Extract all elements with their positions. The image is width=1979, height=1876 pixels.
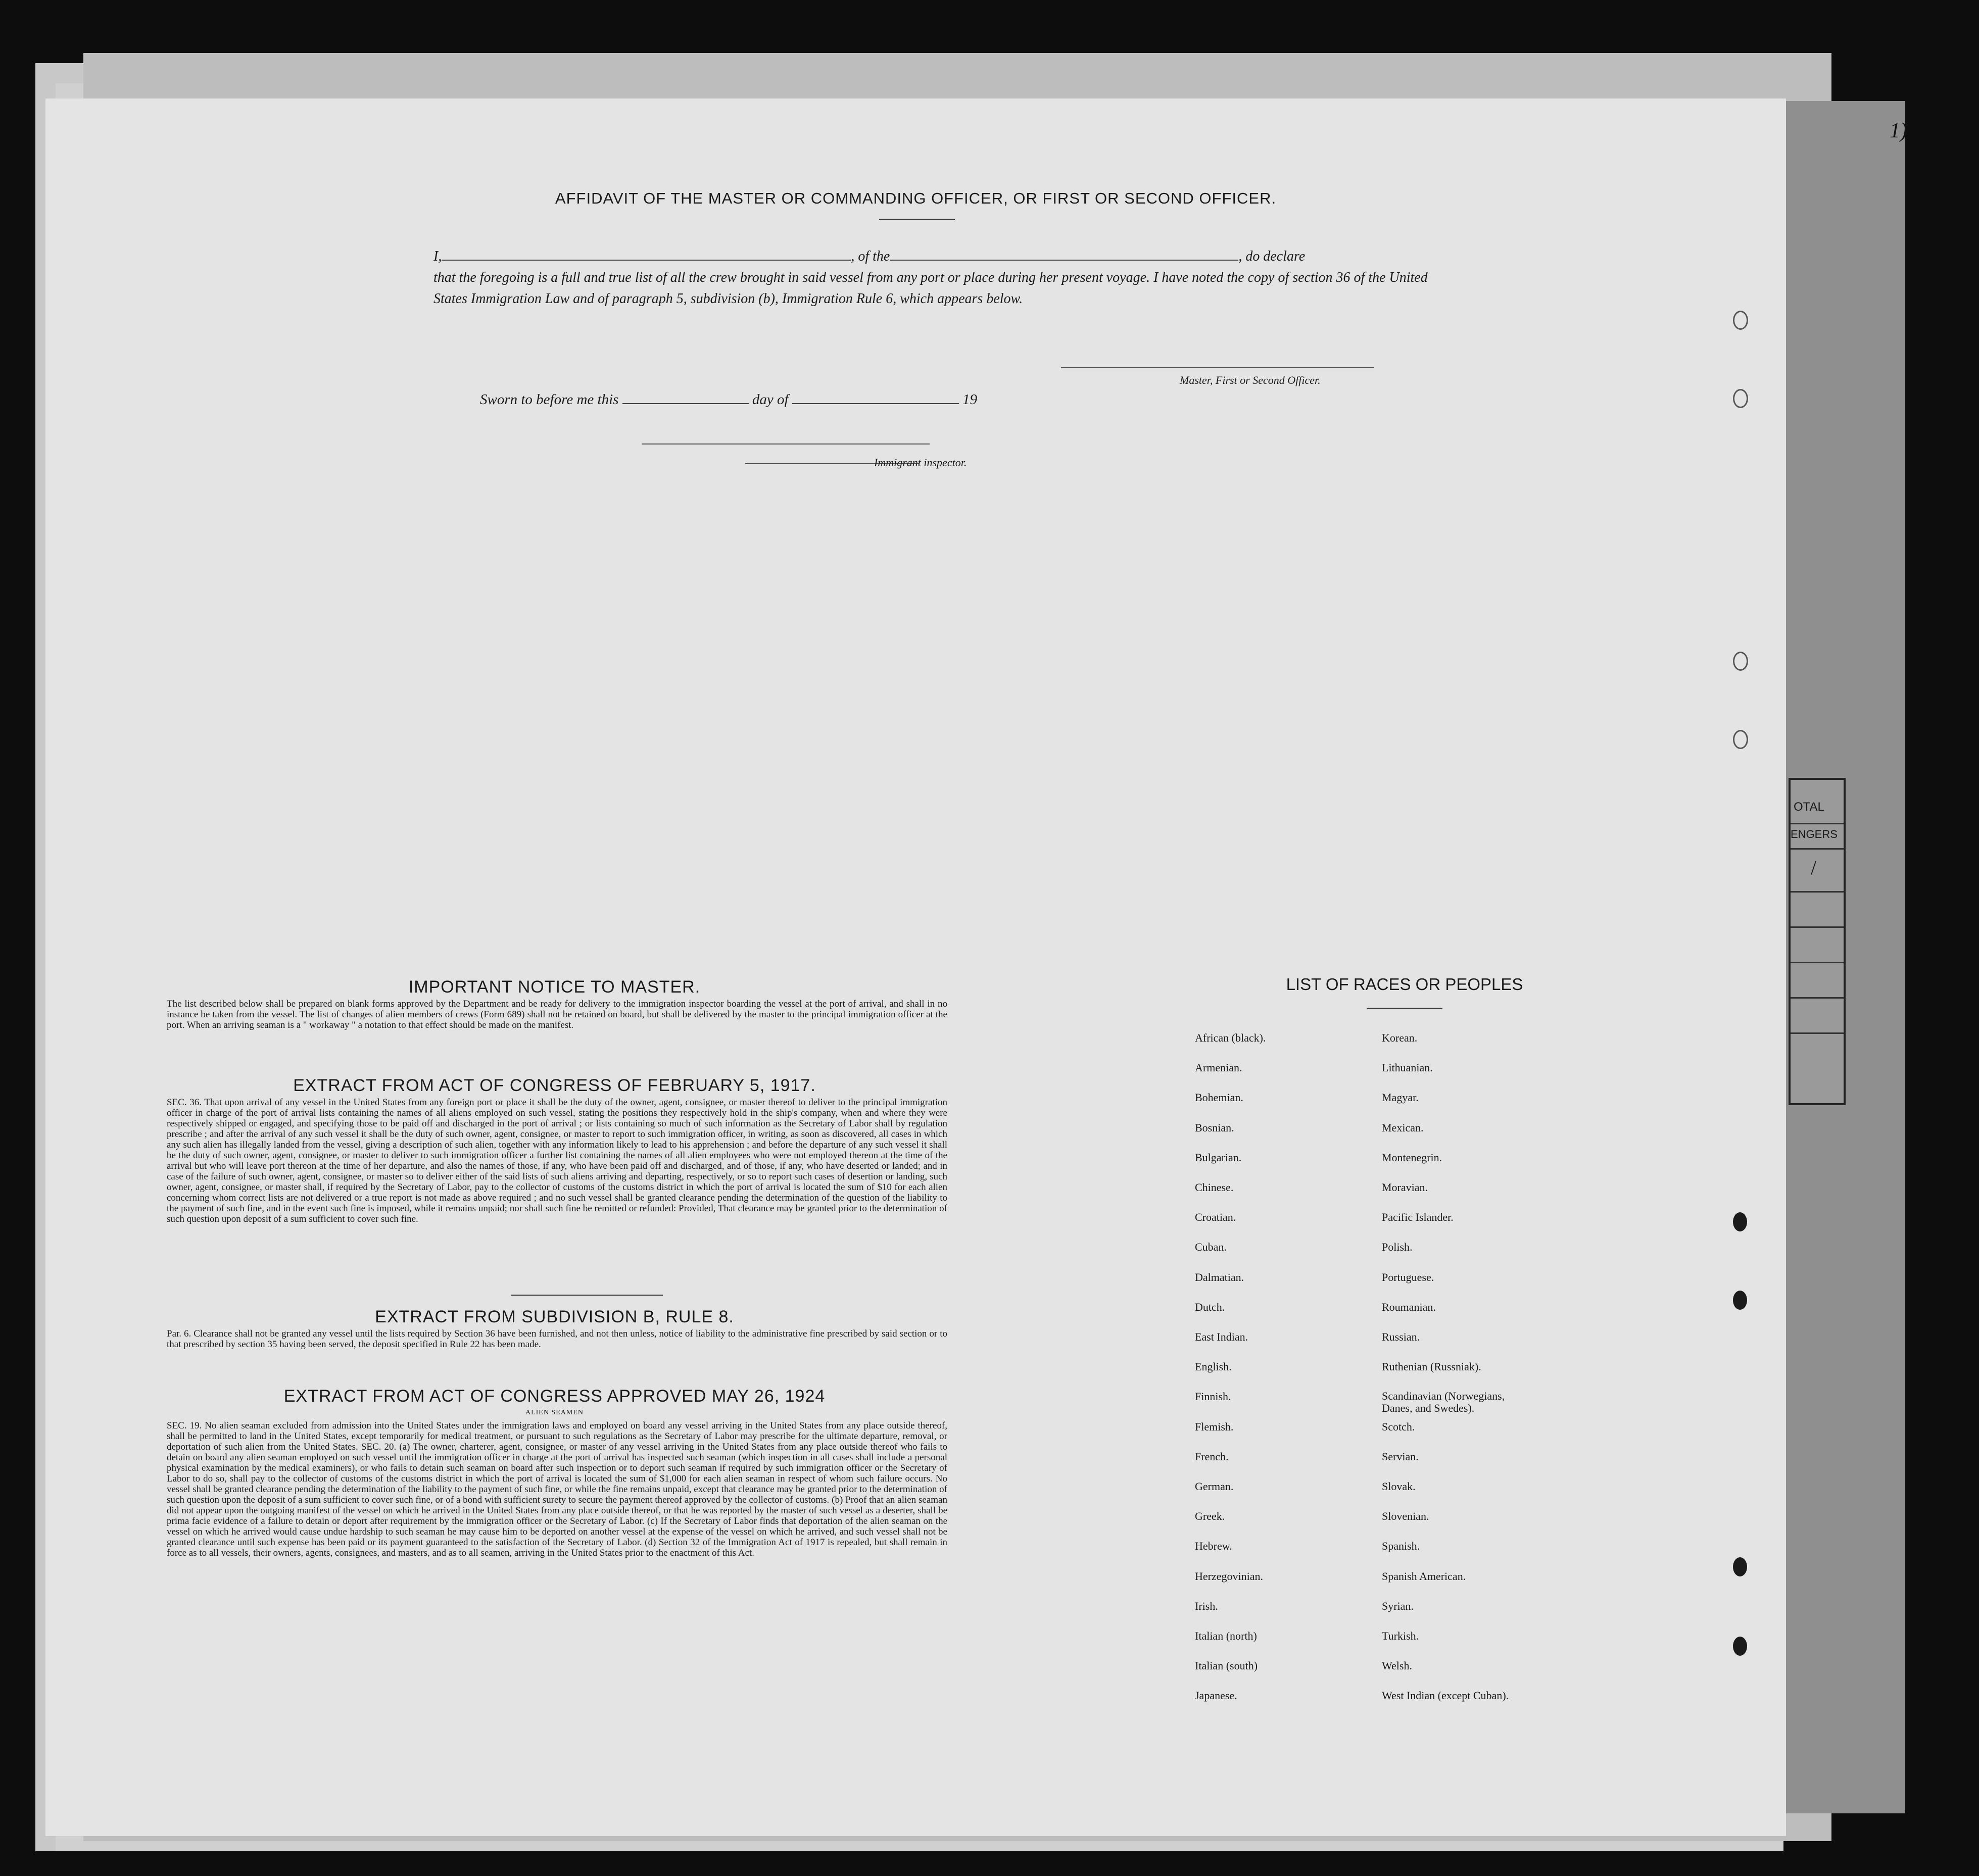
passenger-total-stamp	[1789, 778, 1846, 1105]
stamp-tally-mark: /	[1811, 856, 1817, 879]
race-item: Moravian.	[1382, 1181, 1428, 1194]
sworn-day-of: day of	[752, 391, 789, 408]
race-item: Korean.	[1382, 1031, 1418, 1044]
race-item: Syrian.	[1382, 1600, 1414, 1612]
sworn-prefix: Sworn to before me this	[480, 391, 619, 408]
race-item: Italian (south)	[1195, 1659, 1258, 1672]
punch-hole	[1733, 1291, 1747, 1310]
manifest-page	[45, 98, 1786, 1836]
punch-hole	[1733, 652, 1748, 671]
punch-hole	[1733, 1637, 1747, 1656]
race-item: Herzegovinian.	[1195, 1570, 1263, 1583]
race-item: Flemish.	[1195, 1420, 1234, 1433]
race-item: Italian (north)	[1195, 1630, 1257, 1642]
master-signature-label: Master, First or Second Officer.	[1180, 374, 1321, 386]
affidavit-title: AFFIDAVIT OF THE MASTER OR COMMANDING OFFICER, OR FIRST OR SECOND OFFICER.	[555, 189, 1277, 207]
declarant-name-blank	[442, 260, 851, 261]
extract-1924-subtitle: ALIEN SEAMEN	[525, 1409, 584, 1416]
race-item: Dalmatian.	[1195, 1271, 1244, 1283]
extract-1917-text: SEC. 36. That upon arrival of any vessel in the United States from any foreign port or place it shall be the duty of the owner, agent, consignee, or master thereof to deliver to the principal immigration officer in charge of the port of arrival lists containing the names of all aliens employed on such vessel, stating the positions they respectively hold in the ship's company, when and where they were respectively shipped or engaged, and specifying those to be paid off and discharged in the port of arrival ; or lists containing so much of such information as the Secretary of Labor shall by regulation prescribe ; and after the arrival of any such vessel it shall be the duty of such owner, agent, consignee, or master to report to such immigration officer, in writing, as soon as discovered, all cases in which any such alien has illegally landed from the vessel, giving a description of such alien, together with any information likely to lead to his apprehension ; and before the departure of any such vessel it shall be the duty of such owner, agent, consignee, or master to deliver to such immigration officer a further list containing the names of all alien employees who were not employed thereon at the time of the arrival but who will leave port thereon at the time of her departure, and also the names of those, if any, who have been paid off and discharged, and of those, if any, who have deserted or landed; and in case of the failure of such owner, agent, consignee, or master so to deliver either of the said lists of such aliens arriving and departing, respectively, or so to report such cases of desertion or landing, such owner, agent, consignee, or master shall, if required by the Secretary of Labor, pay to the collector of customs of the customs district in which the port of arrival is located the sum of $10 for each alien concerning whom correct lists are not delivered or a true report is not made as above required ; and no such vessel shall be granted clearance pending the determination of the question of the liability to the payment of such fine, and in the event such fine is imposed, while it remains unpaid; nor shall such fine be remitted or refunded: Provided, That clearance may be granted prior to the determination of such question upon deposit of a sum sufficient to cover such fine.	[167, 1097, 947, 1224]
race-item: Japanese.	[1195, 1689, 1237, 1702]
race-item: Russian.	[1382, 1330, 1420, 1343]
race-item: Montenegrin.	[1382, 1151, 1442, 1164]
declarant-prefix: I,	[433, 249, 442, 264]
margin-annotation: 1)	[1890, 119, 1907, 142]
sworn-year: 19	[962, 391, 978, 408]
vessel-name-blank	[890, 260, 1238, 261]
race-item: French.	[1195, 1450, 1229, 1463]
declaration-text: that the foregoing is a full and true list of all the crew brought in said vessel from any port or place during her present voyage. I have noted the copy of section 36 of the United States Immigration Law and of paragraph 5, subdivision (b), Immigration Rule 6, which appears below.	[433, 270, 1428, 307]
notice-title: IMPORTANT NOTICE TO MASTER.	[408, 977, 701, 997]
race-item: Irish.	[1195, 1600, 1218, 1612]
race-item: Bulgarian.	[1195, 1151, 1242, 1164]
affidavit-body	[433, 246, 1446, 310]
sworn-line	[480, 391, 977, 408]
race-item: Ruthenian (Russniak).	[1382, 1360, 1481, 1373]
stamp-label-total: OTAL	[1794, 800, 1824, 814]
title-divider	[879, 219, 955, 220]
race-item: Lithuanian.	[1382, 1061, 1433, 1074]
race-item: Spanish.	[1382, 1540, 1420, 1552]
race-item: Polish.	[1382, 1241, 1413, 1253]
race-item: Slovak.	[1382, 1480, 1416, 1493]
race-item: Cuban.	[1195, 1241, 1227, 1253]
race-item: Hebrew.	[1195, 1540, 1232, 1552]
race-item: Roumanian.	[1382, 1301, 1436, 1313]
race-item: West Indian (except Cuban).	[1382, 1689, 1509, 1702]
declare-suffix: , do declare	[1238, 249, 1306, 264]
race-item: Bohemian.	[1195, 1091, 1243, 1104]
race-item: English.	[1195, 1360, 1232, 1373]
inspector-signature-line	[642, 443, 930, 445]
extract-rule-title: EXTRACT FROM SUBDIVISION B, RULE 8.	[375, 1307, 734, 1326]
punch-hole	[1733, 730, 1748, 749]
race-item: Pacific Islander.	[1382, 1211, 1454, 1223]
race-item: Portuguese.	[1382, 1271, 1434, 1283]
extract-divider	[511, 1295, 663, 1296]
race-item: Chinese.	[1195, 1181, 1234, 1194]
race-item: Servian.	[1382, 1450, 1419, 1463]
declaration-line	[433, 246, 1446, 267]
extract-1917-title: EXTRACT FROM ACT OF CONGRESS OF FEBRUARY 5, 1917.	[293, 1076, 816, 1095]
race-item: Scotch.	[1382, 1420, 1415, 1433]
punch-hole	[1733, 389, 1748, 408]
race-item: Croatian.	[1195, 1211, 1236, 1223]
punch-hole	[1733, 311, 1748, 330]
race-item: African (black).	[1195, 1031, 1266, 1044]
race-item: Mexican.	[1382, 1121, 1424, 1134]
vessel-prefix: , of the	[851, 249, 890, 264]
race-item: Greek.	[1195, 1510, 1225, 1522]
race-item: Armenian.	[1195, 1061, 1242, 1074]
race-item: German.	[1195, 1480, 1234, 1493]
race-item: Turkish.	[1382, 1630, 1419, 1642]
races-title: LIST OF RACES OR PEOPLES	[1286, 975, 1523, 994]
sworn-month-blank	[792, 403, 959, 404]
race-item: Magyar.	[1382, 1091, 1419, 1104]
extract-1924-text: SEC. 19. No alien seaman excluded from admission into the United States under the immigration laws and employed on board any vessel arriving in the United States from any place outside thereof, shall be permitted to land in the United States, except temporarily for medical treatment, or pursuant to such regulations as the Secretary of Labor may prescribe for the ultimate departure, removal, or deportation of such alien from the United States. SEC. 20. (a) The owner, charterer, agent, consignee, or master of any vessel arriving in the United States from any place outside thereof who fails to detain on board any alien seaman employed on such vessel until the immigration officer in charge at the port of arrival has inspected such seaman (which inspection in all cases shall include a personal physical examination by the medical examiners), or who fails to detain such seaman on board after such inspection or to deport such seaman if required by such immigration officer or the Secretary of Labor to do so, shall pay to the collector of customs of the customs district in which the port of arrival is located the sum of $1,000 for each alien seaman in respect of whom such failure occurs. No vessel shall be granted clearance pending the determination of the liability to the payment of such fine, or while the fine remains unpaid, except that clearance may be granted prior to the determination of such question upon the deposit of a sum sufficient to cover such fine, or of a bond with sufficient surety to secure the payment thereof approved by the collector of customs. (b) Proof that an alien seaman did not appear upon the outgoing manifest of the vessel on which he arrived in the United States from any place outside thereof, or that he was reported by the master of such vessel as a deserter, shall be prima facie evidence of a failure to detain or deport after requirement by the immigration officer or the Secretary of Labor. (c) If the Secretary of Labor finds that deportation of the alien seaman on the vessel on which he arrived would cause undue hardship to such seaman he may cause him to be deported on another vessel at the expense of the vessel on which he arrived, and such vessel shall not be granted clearance until such expense has been paid or its payment guaranteed to the satisfaction of the Secretary of Labor. (d) Section 32 of the Immigration Act of 1917 is repealed, but shall remain in force as to all vessels, their owners, agents, consignees, and masters, and as to all seamen, arriving in the United States prior to the enactment of this Act.	[167, 1420, 947, 1558]
inspector-label: Immigrant inspector.	[874, 456, 967, 469]
punch-hole	[1733, 1212, 1747, 1231]
extract-1924-title: EXTRACT FROM ACT OF CONGRESS APPROVED MAY 26, 1924	[283, 1387, 826, 1406]
race-item: Welsh.	[1382, 1659, 1412, 1672]
race-item: Scandinavian (Norwegians, Danes, and Swedes).	[1382, 1390, 1505, 1414]
master-signature-line	[1061, 367, 1374, 368]
race-item: Slovenian.	[1382, 1510, 1429, 1522]
race-item: Finnish.	[1195, 1390, 1231, 1403]
race-item: Spanish American.	[1382, 1570, 1466, 1583]
punch-hole	[1733, 1557, 1747, 1576]
race-item: Dutch.	[1195, 1301, 1225, 1313]
notice-text: The list described below shall be prepared on blank forms approved by the Department and be ready for delivery to the immigration inspector boarding the vessel at the port of arrival, and shall in no instance be taken from the vessel. The list of changes of alien members of crews (Form 689) shall not be retained on board, but shall be delivered by the master to the principal immigration officer at the port. When an arriving seaman is a " workaway " a notation to that effect should be made on the manifest.	[167, 999, 947, 1030]
extract-rule-text: Par. 6. Clearance shall not be granted any vessel until the lists required by Section 36 have been furnished, and not then unless, notice of liability to the administrative fine prescribed by said section or to that prescribed by section 35 having been served, the deposit specified in Rule 22 has been made.	[167, 1328, 947, 1350]
sworn-day-blank	[622, 403, 749, 404]
stamp-label-passengers: ENGERS	[1791, 828, 1838, 841]
race-item: Bosnian.	[1195, 1121, 1234, 1134]
races-divider	[1367, 1008, 1442, 1009]
race-item: East Indian.	[1195, 1330, 1248, 1343]
